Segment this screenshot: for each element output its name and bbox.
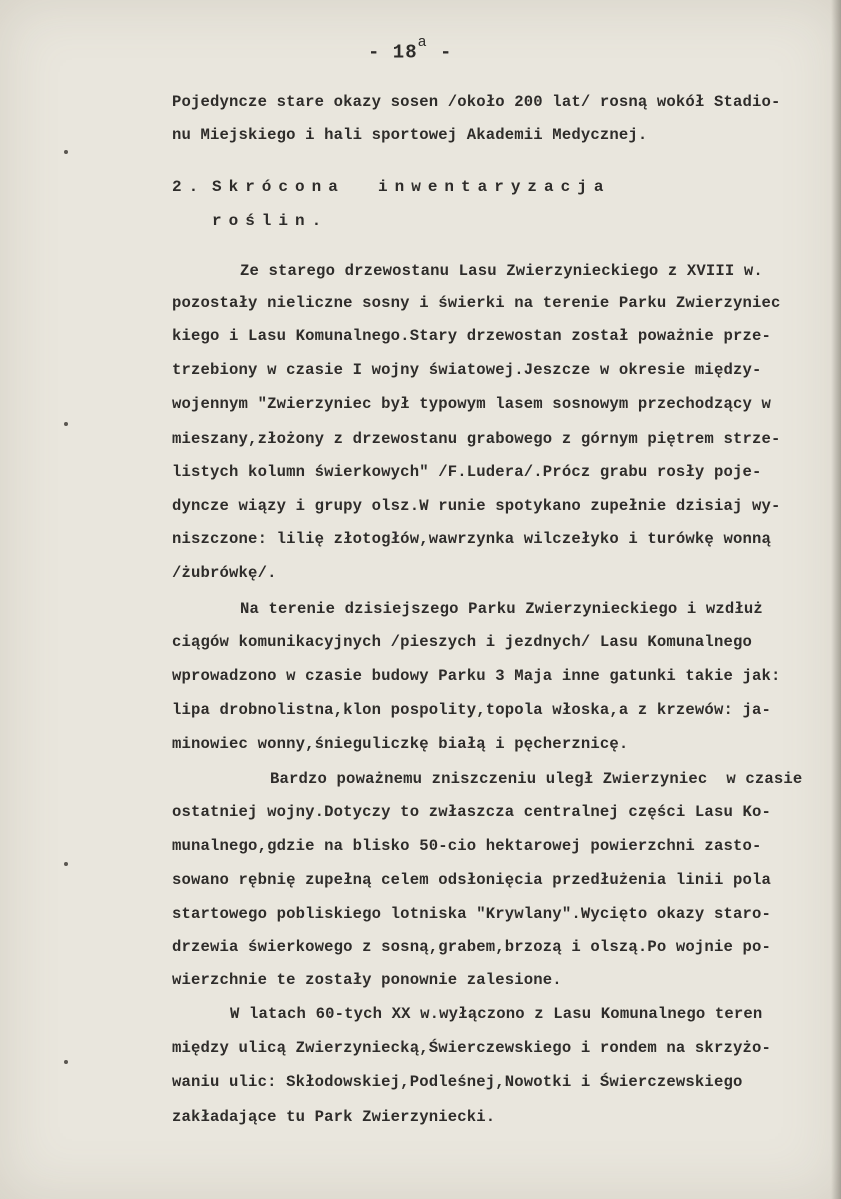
paragraph-line: trzebiony w czasie I wojny światowej.Jeszcze w okresie między-	[172, 361, 762, 379]
paragraph-line: waniu ulic: Skłodowskiej,Podleśnej,Nowotki i Świerczewskiego	[172, 1073, 743, 1091]
paragraph-line: Na terenie dzisiejszego Parku Zwierzynieckiego i wzdłuż	[240, 600, 763, 618]
paragraph-line: /żubrówkę/.	[172, 564, 277, 582]
section-title-line1: Skrócona inwentaryzacja	[212, 178, 611, 196]
page-number-main: - 18	[368, 41, 418, 64]
binding-hole	[64, 862, 68, 866]
page-edge-shadow	[831, 0, 841, 1199]
paragraph-line: ostatniej wojny.Dotyczy to zwłaszcza centralnej części Lasu Ko-	[172, 803, 771, 821]
paragraph-line: sowano rębnię zupełną celem odsłonięcia przedłużenia linii pola	[172, 871, 771, 889]
paragraph-line: pozostały nieliczne sosny i świerki na terenie Parku Zwierzyniec	[172, 294, 781, 312]
paragraph-line: niszczone: lilię złotogłów,wawrzynka wilczełyko i turówkę wonną	[172, 530, 771, 548]
paragraph-line: kiego i Lasu Komunalnego.Stary drzewostan został poważnie prze-	[172, 327, 771, 345]
paragraph-line: wojennym "Zwierzyniec był typowym lasem sosnowym przechodzący w	[172, 395, 771, 413]
paragraph-line: dyncze wiązy i grupy olsz.W runie spotykano zupełnie dzisiaj wy-	[172, 497, 781, 515]
page-number-suffix: a	[417, 34, 428, 51]
paragraph-line: ciągów komunikacyjnych /pieszych i jezdnych/ Lasu Komunalnego	[172, 633, 752, 651]
intro-line: Pojedyncze stare okazy sosen /około 200 lat/ rosną wokół Stadio-	[172, 93, 781, 111]
paragraph-line: minowiec wonny,śnieguliczkę białą i pęcherznicę.	[172, 735, 629, 753]
section-title-line2: roślin.	[212, 212, 329, 230]
paragraph-line: zakładające tu Park Zwierzyniecki.	[172, 1108, 496, 1126]
paragraph-line: wprowadzono w czasie budowy Parku 3 Maja inne gatunki takie jak:	[172, 667, 781, 685]
paragraph-line: między ulicą Zwierzyniecką,Świerczewskiego i rondem na skrzyżo-	[172, 1039, 771, 1057]
binding-hole	[64, 422, 68, 426]
section-number: 2.	[172, 178, 206, 196]
paragraph-line: Ze starego drzewostanu Lasu Zwierzynieckiego z XVIII w.	[240, 262, 763, 280]
paragraph-line: wierzchnie te zostały ponownie zalesione.	[172, 971, 562, 989]
paragraph-line: startowego pobliskiego lotniska "Krywlany".Wycięto okazy staro-	[172, 905, 771, 923]
paragraph-line: W latach 60-tych XX w.wyłączono z Lasu Komunalnego teren	[230, 1005, 763, 1023]
paragraph-line: lipa drobnolistna,klon pospolity,topola włoska,a z krzewów: ja-	[172, 701, 771, 719]
page-number-tail: -	[427, 41, 453, 64]
intro-line: nu Miejskiego i hali sportowej Akademii Medycznej.	[172, 126, 648, 144]
paragraph-line: drzewia świerkowego z sosną,grabem,brzozą i olszą.Po wojnie po-	[172, 938, 771, 956]
paragraph-line: Bardzo poważnemu zniszczeniu uległ Zwierzyniec w czasie	[270, 770, 803, 788]
paragraph-line: mieszany,złożony z drzewostanu grabowego z górnym piętrem strze-	[172, 430, 781, 448]
page-number	[368, 34, 453, 64]
paragraph-line: listych kolumn świerkowych" /F.Ludera/.Prócz grabu rosły poje-	[172, 463, 762, 481]
binding-hole	[64, 150, 68, 154]
paragraph-line: munalnego,gdzie na blisko 50-cio hektarowej powierzchni zasto-	[172, 837, 762, 855]
binding-hole	[64, 1060, 68, 1064]
